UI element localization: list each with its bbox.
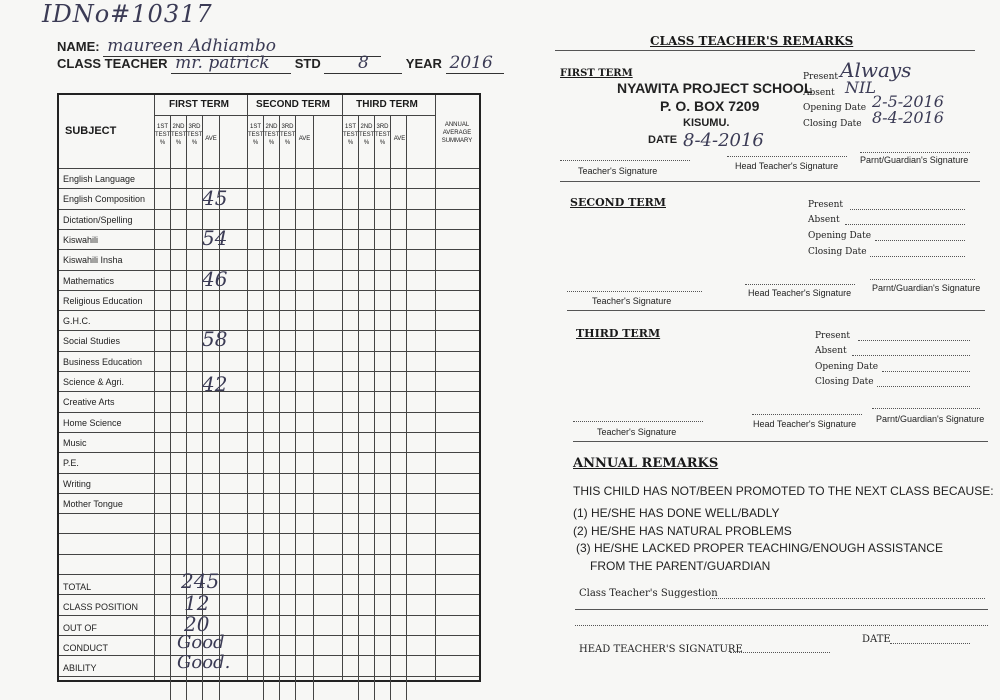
teacher-row — [57, 53, 504, 74]
grid-hline — [59, 635, 479, 636]
subheader-second-1: 2ND TEST % — [264, 124, 280, 146]
grid-vline — [358, 115, 359, 700]
class-teacher-suggestion-label: Class Teacher's Suggestion — [579, 588, 718, 599]
subheader-second-2: 3RD TEST % — [280, 124, 296, 146]
grid-vline — [247, 95, 248, 680]
second-teacher-sig-line — [567, 291, 702, 292]
first-term-rule — [560, 181, 980, 182]
second-head-sig-line — [745, 284, 855, 285]
grid-hline — [59, 594, 479, 595]
grid-hline — [59, 188, 479, 189]
grid-hline — [59, 513, 479, 514]
mark-mathematics: 46 — [202, 267, 228, 291]
first-teacher-sig-line — [560, 160, 690, 161]
grid-vline — [406, 115, 407, 700]
subject-label: Mother Tongue — [63, 498, 123, 509]
subject-label: Religious Education — [63, 295, 143, 306]
second-absent-label: Absent — [808, 215, 840, 225]
grid-vline — [435, 95, 436, 680]
grid-hline — [59, 452, 479, 453]
head-teacher-signature-line — [730, 652, 830, 653]
second-closing-line — [870, 256, 965, 257]
grid-hline — [59, 493, 479, 494]
subject-label: Dictation/Spelling — [63, 214, 133, 225]
grid-hline — [59, 290, 479, 291]
grid-hline — [59, 168, 479, 169]
mark-science: 42 — [202, 372, 228, 396]
subject-label: English Language — [63, 174, 136, 184]
title-rule — [555, 50, 975, 51]
head-teacher-signature-label: HEAD TEACHER'S SIGNATURE — [579, 644, 743, 655]
grid-vline — [313, 115, 314, 700]
first-head-sig-line — [727, 156, 847, 157]
grid-vline — [342, 95, 343, 680]
grid-hline — [59, 391, 479, 392]
subheader-third-2: 3RD TEST % — [375, 124, 391, 146]
subheader-first-0: 1ST TEST % — [155, 124, 171, 146]
first-closing-label: Closing Date — [803, 119, 862, 129]
subject-label: Home Science — [63, 417, 122, 428]
third-absent-line — [852, 355, 970, 356]
grid-hline — [59, 615, 479, 616]
std-label: STD — [294, 56, 321, 71]
class-position-label: CLASS POSITION — [63, 602, 139, 612]
first-term-heading: FIRST TERM — [560, 68, 633, 79]
second-term-heading: SECOND TERM — [570, 196, 666, 209]
subheader-second-0: 1ST TEST % — [248, 124, 264, 146]
third-present-line — [858, 340, 970, 341]
third-term-header: THIRD TERM — [356, 99, 418, 110]
subject-label: Social Studies — [63, 336, 121, 347]
first-absent-value: NIL — [845, 78, 876, 97]
subject-label: Business Education — [63, 356, 143, 367]
third-absent-label: Absent — [815, 346, 847, 356]
first-teacher-signature: Teacher's Signature — [578, 166, 658, 176]
first-absent-label: Absent — [803, 88, 835, 98]
subheader-second-3: AVE — [298, 136, 311, 142]
first-parent-sig-line — [860, 152, 970, 153]
third-present-label: Present — [815, 331, 851, 341]
annual-line-1: THIS CHILD HAS NOT/BEEN PROMOTED TO THE NEXT CLASS BECAUSE: — [573, 484, 994, 498]
third-opening-line — [882, 371, 970, 372]
suggestion-line-2 — [575, 625, 988, 626]
subheader-first-2: 3RD TEST % — [187, 124, 203, 146]
grid-hline — [59, 574, 479, 575]
class-position-value: 12 — [184, 591, 210, 615]
second-term-rule — [567, 310, 985, 311]
third-parent-signature: Parnt/Guardian's Signature — [876, 414, 985, 424]
grid-hline — [59, 676, 479, 677]
subject-label: G.H.C. — [63, 316, 91, 327]
suggestion-line — [710, 598, 985, 599]
subheader-first-3: AVE — [205, 136, 217, 142]
first-closing-value: 8-4-2016 — [872, 108, 944, 127]
first-present-value: Always — [840, 58, 912, 82]
third-closing-label: Closing Date — [815, 377, 874, 387]
date-line — [890, 643, 970, 644]
subject-label: Kiswahili Insha — [63, 255, 123, 266]
grid-hline — [59, 412, 479, 413]
subheader-third-0: 1ST TEST % — [343, 124, 359, 146]
grid-vline — [374, 115, 375, 700]
annual-line-4: (3) HE/SHE LACKED PROPER TEACHING/ENOUGH ASSISTANCE — [576, 541, 943, 555]
first-opening-label: Opening Date — [803, 103, 867, 113]
ability-label: ABILITY — [63, 663, 97, 673]
grid-hline — [59, 655, 479, 656]
school-stamp-line3: KISUMU. — [683, 117, 730, 129]
mark-ghc: 58 — [202, 327, 228, 351]
third-term-rule — [573, 441, 988, 442]
conduct-value: Good — [177, 632, 225, 653]
page-id-number: IDNo#10317 — [42, 0, 213, 28]
subheader-third-1: 2ND TEST % — [359, 124, 375, 146]
grid-hline — [59, 310, 479, 311]
subject-label: English Composition — [63, 194, 146, 205]
subheader-first-1: 2ND TEST % — [171, 124, 187, 146]
subject-label: Music — [63, 437, 87, 448]
out-of-label: OUT OF — [63, 623, 97, 633]
third-opening-label: Opening Date — [815, 362, 879, 372]
second-opening-label: Opening Date — [808, 231, 872, 241]
annual-average-header: ANNUAL AVERAGE SUMMARY — [441, 122, 473, 144]
grid-hline — [59, 351, 479, 352]
mark-english: 45 — [202, 186, 228, 210]
suggestion-rule-1 — [575, 609, 988, 610]
grid-vline — [390, 115, 391, 700]
grid-hline — [59, 270, 479, 271]
third-term-heading: THIRD TERM — [576, 327, 661, 340]
class-teacher-value: mr. patrick — [171, 53, 291, 74]
grid-hline — [59, 209, 479, 210]
first-present-label: Present — [803, 72, 839, 82]
first-opening-value: 2-5-2016 — [872, 92, 944, 111]
second-present-line — [850, 209, 965, 210]
std-value: 8 — [324, 53, 402, 74]
name-label: NAME: — [57, 39, 100, 54]
total-value: 245 — [181, 569, 220, 593]
date-label: DATE — [862, 634, 891, 645]
third-teacher-signature: Teacher's Signature — [597, 427, 677, 437]
grid-hline — [59, 533, 479, 534]
grid-hline — [59, 249, 479, 250]
school-stamp-line2: P. O. BOX 7209 — [660, 98, 760, 114]
annual-line-2: (1) HE/SHE HAS DONE WELL/BADLY — [573, 506, 780, 520]
second-parent-signature: Parnt/Guardian's Signature — [872, 283, 981, 293]
third-teacher-sig-line — [573, 421, 703, 422]
total-label: TOTAL — [63, 582, 92, 592]
subheader-third-3: AVE — [393, 136, 406, 142]
grid-hline — [59, 330, 479, 331]
third-head-sig-line — [752, 414, 862, 415]
third-parent-sig-line — [872, 408, 980, 409]
grid-hline — [59, 371, 479, 372]
second-absent-line — [845, 224, 965, 225]
subject-header: SUBJECT — [65, 125, 117, 137]
grid-hline — [59, 554, 479, 555]
ability-value: Good. — [177, 652, 231, 673]
subject-label: Mathematics — [63, 275, 115, 286]
subject-label: Writing — [63, 478, 91, 489]
class-teacher-label: CLASS TEACHER — [57, 56, 168, 71]
grid-hline — [59, 432, 479, 433]
second-teacher-signature: Teacher's Signature — [592, 296, 672, 306]
grid-hline — [59, 473, 479, 474]
grid-vline — [170, 115, 171, 700]
second-present-label: Present — [808, 200, 844, 210]
out-of-value: 20 — [184, 612, 210, 636]
subject-label: Creative Arts — [63, 397, 115, 408]
first-parent-signature: Parnt/Guardian's Signature — [860, 155, 969, 165]
annual-line-5: FROM THE PARENT/GUARDIAN — [590, 559, 771, 573]
first-term-header: FIRST TERM — [169, 99, 229, 110]
grid-vline — [295, 115, 296, 700]
second-head-signature: Head Teacher's Signature — [748, 288, 852, 298]
subject-label: Science & Agri. — [63, 377, 125, 387]
remarks-title: CLASS TEACHER'S REMARKS — [650, 34, 854, 48]
second-closing-label: Closing Date — [808, 247, 867, 257]
conduct-label: CONDUCT — [63, 643, 108, 653]
third-head-signature: Head Teacher's Signature — [753, 419, 857, 429]
mark-kiswahili: 54 — [202, 226, 228, 250]
second-parent-sig-line — [870, 279, 975, 280]
grid-hline — [154, 115, 435, 116]
year-value: 2016 — [446, 53, 504, 74]
first-head-signature: Head Teacher's Signature — [735, 161, 839, 171]
second-term-header: SECOND TERM — [256, 99, 330, 110]
annual-line-3: (2) HE/SHE HAS NATURAL PROBLEMS — [573, 524, 792, 538]
stamp-date-label: DATE — [648, 134, 678, 146]
year-label: YEAR — [405, 56, 442, 71]
annual-remarks-heading: ANNUAL REMARKS — [573, 456, 719, 471]
grid-vline — [263, 115, 264, 700]
third-closing-line — [877, 386, 970, 387]
subject-label: Kiswahili — [63, 234, 99, 245]
grid-vline — [279, 115, 280, 700]
grid-vline — [154, 95, 155, 680]
stamp-date-value: 8-4-2016 — [683, 130, 764, 151]
second-opening-line — [875, 240, 965, 241]
grid-hline — [59, 229, 479, 230]
school-stamp-line1: NYAWITA PROJECT SCHOOL — [617, 80, 813, 96]
grade-table — [57, 93, 481, 682]
student-name-value: maureen Adhiambo — [103, 36, 381, 57]
subject-label: P.E. — [63, 458, 79, 469]
